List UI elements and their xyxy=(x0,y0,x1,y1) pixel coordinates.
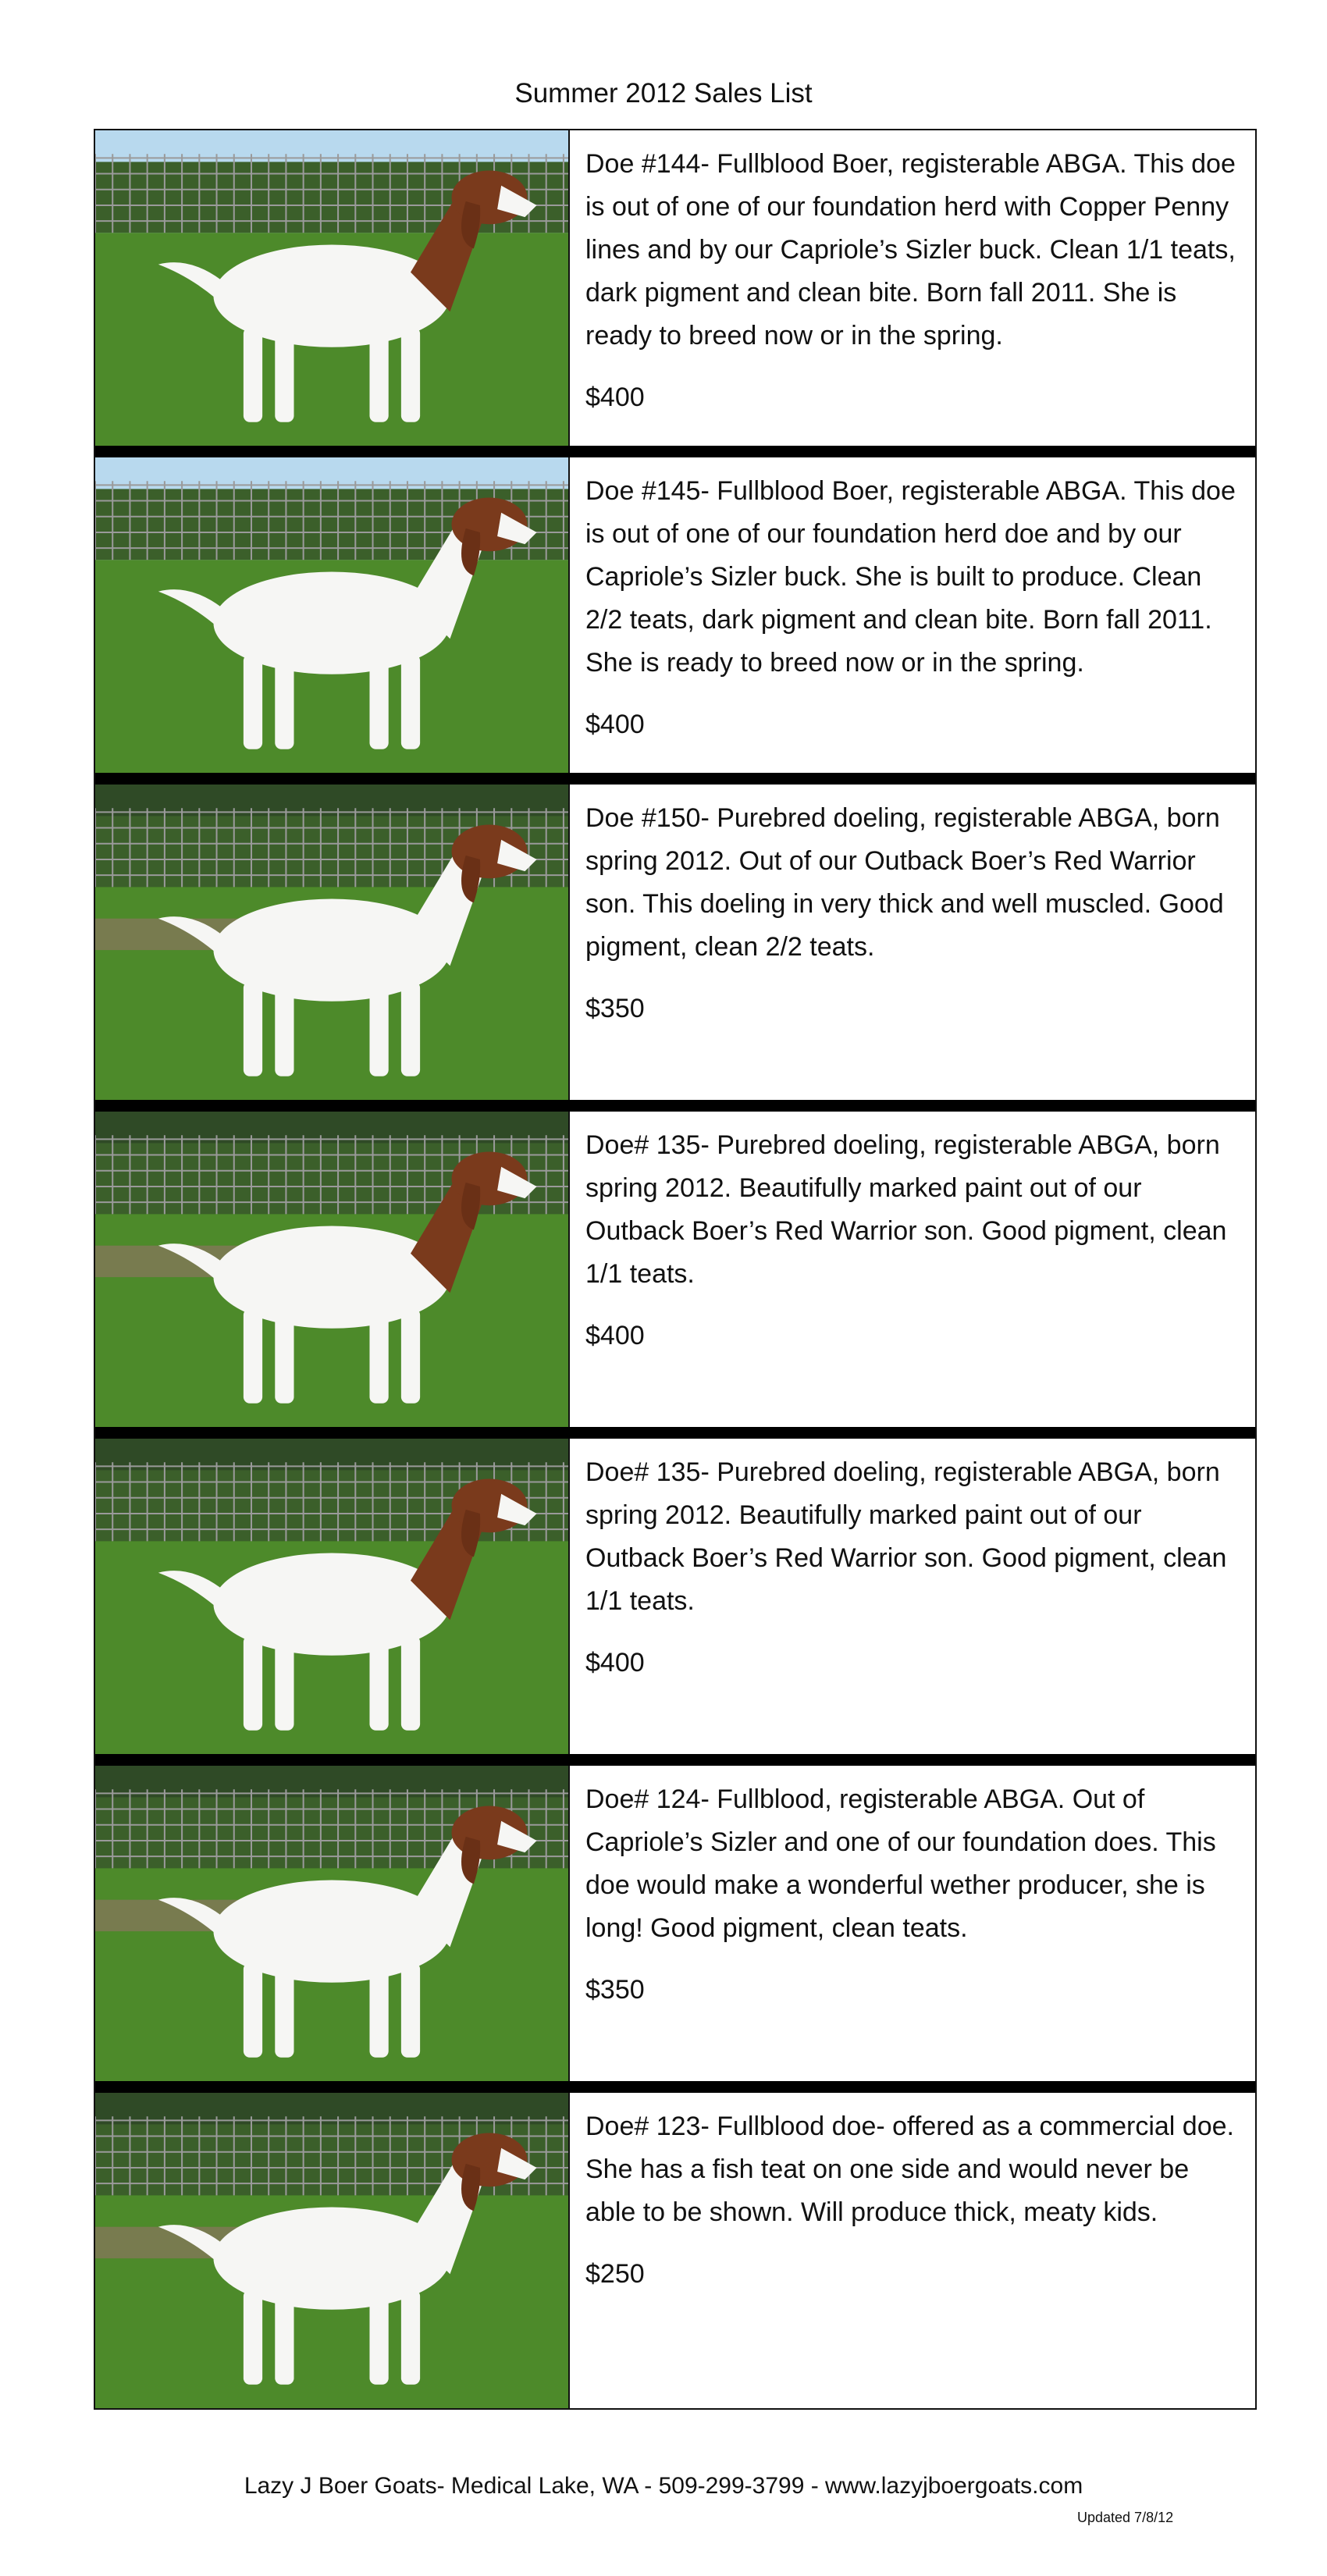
listing-description: Doe# 124- Fullblood, registerable ABGA. Out of Capriole’s Sizler and one of our foundation does. This doe would make a wonderful wether producer, she is long! Good pigment, clean teats. xyxy=(585,1784,1216,1943)
goat-photo xyxy=(95,130,570,446)
listing-price: $350 xyxy=(585,1975,645,2005)
goat-photo xyxy=(95,1112,570,1427)
goat-photo xyxy=(95,457,570,773)
listing-text xyxy=(570,1439,1255,1754)
listing-text xyxy=(570,2093,1255,2408)
listing-row xyxy=(95,130,1255,457)
goat-photo-illustration xyxy=(95,1439,568,1754)
listing-description: Doe #144- Fullblood Boer, registerable ABGA. This doe is out of one of our foundation herd with Copper Penny lines and by our Capriole’s Sizler buck. Clean 1/1 teats, dark pigment and clean bite. Born fall 2011. She is ready to breed now or in the spring. xyxy=(585,149,1236,350)
listing-row xyxy=(95,1112,1255,1439)
listing-row xyxy=(95,1439,1255,1766)
listing-row xyxy=(95,2093,1255,2408)
goat-photo-illustration xyxy=(95,785,568,1100)
goat-photo xyxy=(95,1439,570,1754)
listing-text xyxy=(570,1766,1255,2081)
goat-photo-illustration xyxy=(95,1112,568,1427)
listing-price: $400 xyxy=(585,1321,645,1350)
listing-description: Doe# 135- Purebred doeling, registerable ABGA, born spring 2012. Beautifully marked paint out of our Outback Boer’s Red Warrior son. Good pigment, clean 1/1 teats. xyxy=(585,1130,1227,1289)
footer-contact: Lazy J Boer Goats- Medical Lake, WA - 509-299-3799 - www.lazyjboergoats.com xyxy=(244,2473,1083,2499)
goat-photo-illustration xyxy=(95,130,568,446)
listing-description: Doe #150- Purebred doeling, registerable ABGA, born spring 2012. Out of our Outback Boer’s Red Warrior son. This doeling in very thick and well muscled. Good pigment, clean 2/2 teats. xyxy=(585,803,1224,962)
listing-text xyxy=(570,785,1255,1100)
listing-price: $400 xyxy=(585,382,645,412)
listing-text xyxy=(570,457,1255,773)
goat-photo-illustration xyxy=(95,457,568,773)
goat-photo xyxy=(95,785,570,1100)
listing-description: Doe# 123- Fullblood doe- offered as a commercial doe. She has a fish teat on one side and would never be able to be shown. Will produce thick, meaty kids. xyxy=(585,2112,1234,2227)
listing-description: Doe #145- Fullblood Boer, registerable ABGA. This doe is out of one of our foundation herd doe and by our Capriole’s Sizler buck. She is built to produce. Clean 2/2 teats, dark pigment and clean bite. Born fall 2011. She is ready to breed now or in the spring. xyxy=(585,476,1236,678)
listing-row xyxy=(95,457,1255,785)
listings-table xyxy=(94,129,1257,2410)
goat-photo xyxy=(95,1766,570,2081)
goat-photo-illustration xyxy=(95,1766,568,2081)
goat-photo xyxy=(95,2093,570,2408)
updated-date: Updated 7/8/12 xyxy=(1077,2510,1174,2525)
listing-price: $250 xyxy=(585,2259,645,2289)
listing-row xyxy=(95,1766,1255,2093)
listing-price: $350 xyxy=(585,994,645,1023)
goat-photo-illustration xyxy=(95,2093,568,2408)
listing-price: $400 xyxy=(585,1648,645,1678)
listing-text xyxy=(570,130,1255,446)
listing-price: $400 xyxy=(585,710,645,739)
listing-row xyxy=(95,785,1255,1112)
listing-text xyxy=(570,1112,1255,1427)
listing-description: Doe# 135- Purebred doeling, registerable ABGA, born spring 2012. Beautifully marked paint out of our Outback Boer’s Red Warrior son. Good pigment, clean 1/1 teats. xyxy=(585,1457,1227,1616)
page-title: Summer 2012 Sales List xyxy=(514,78,813,109)
